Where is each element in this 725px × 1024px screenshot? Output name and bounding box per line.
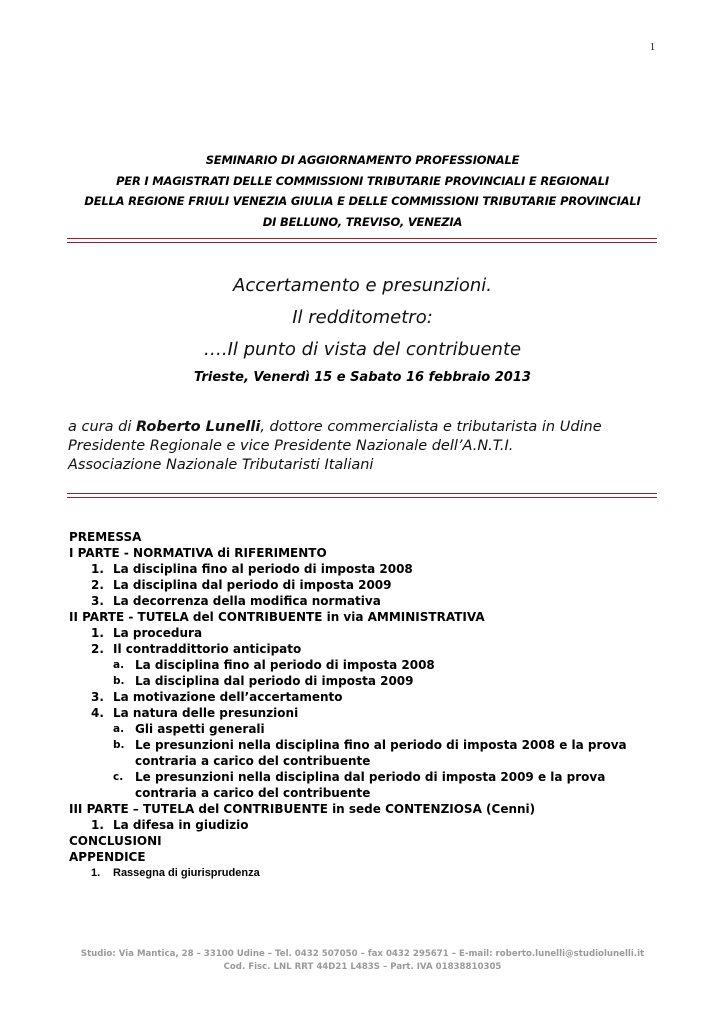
title-line-1: Accertamento e presunzioni. — [233, 275, 492, 296]
author-line-3: Associazione Nazionale Tributaristi Italiani — [68, 457, 374, 473]
toc-appendice: APPENDICE — [69, 850, 146, 864]
footer-fiscal: Cod. Fisc. LNL RRT 44D21 L483S – Part. IVA 01838810305 — [223, 962, 502, 972]
toc-item: 2. La disciplina dal periodo di imposta 2009 — [91, 578, 392, 592]
toc-premessa: PREMESSA — [69, 530, 142, 544]
divider-bottom — [67, 493, 657, 498]
toc-item: 1. Rassegna di giurisprudenza — [91, 867, 260, 879]
page-footer — [0, 948, 725, 974]
seminar-heading — [0, 150, 725, 232]
toc-item: 1. La difesa in giudizio — [91, 818, 249, 832]
author-suffix: , dottore commercialista e tributarista in Udine — [260, 419, 602, 435]
toc-subitem: b. Le presunzioni nella disciplina fino al periodo di imposta 2008 e la prova contraria a carico del contribuente — [113, 738, 627, 768]
author-prefix: a cura di — [68, 419, 136, 435]
toc-subitem: a. La disciplina fino al periodo di imposta 2008 — [113, 658, 435, 672]
toc-item: 1. La disciplina fino al periodo di imposta 2008 — [91, 562, 413, 576]
table-of-contents — [69, 529, 659, 881]
toc-subitem: b. La disciplina dal periodo di imposta 2009 — [113, 674, 414, 688]
author-line-2: Presidente Regionale e vice Presidente Nazionale dell’A.N.T.I. — [68, 438, 514, 454]
seminar-line: DI BELLUNO, TREVISO, VENEZIA — [262, 214, 463, 229]
page-number: 1 — [650, 42, 655, 53]
toc-item: 3. La motivazione dell’accertamento — [91, 690, 343, 704]
toc-subitem: c. Le presunzioni nella disciplina dal periodo di imposta 2009 e la prova contraria a carico del contribuente — [113, 770, 606, 800]
seminar-line: PER I MAGISTRATI DELLE COMMISSIONI TRIBUTARIE PROVINCIALI E REGIONALI — [116, 173, 609, 188]
toc-item: 4. La natura delle presunzioni — [91, 706, 299, 720]
toc-item: 2. Il contraddittorio anticipato — [91, 642, 302, 656]
author-line-1 — [68, 418, 602, 437]
toc-item: 3. La decorrenza della modifica normativa — [91, 594, 381, 608]
title-line-3: ….Il punto di vista del contribuente — [203, 339, 522, 360]
toc-item: 1. La procedura — [91, 626, 203, 640]
seminar-line: SEMINARIO DI AGGIORNAMENTO PROFESSIONALE — [205, 153, 520, 167]
toc-part-1: I PARTE - NORMATIVA di RIFERIMENTO — [69, 546, 327, 560]
event-date: Trieste, Venerdì 15 e Sabato 16 febbraio 2013 — [194, 370, 531, 385]
author-name: Roberto Lunelli — [135, 419, 261, 435]
divider-top — [67, 238, 657, 243]
title-line-2: Il redditometro: — [292, 307, 433, 328]
footer-contact: Studio: Via Mantica, 28 – 33100 Udine – Tel. 0432 507050 – fax 0432 295671 – E-mail: roberto.lunelli@studiolunelli.it — [80, 949, 645, 959]
toc-part-3: III PARTE – TUTELA del CONTRIBUENTE in sede CONTENZIOSA (Cenni) — [69, 802, 536, 816]
author-block — [68, 418, 602, 475]
seminar-line: DELLA REGIONE FRIULI VENEZIA GIULIA E DELLE COMMISSIONI TRIBUTARIE PROVINCIALI — [84, 194, 641, 208]
toc-conclusioni: CONCLUSIONI — [69, 834, 162, 848]
toc-part-2: II PARTE - TUTELA del CONTRIBUENTE in via AMMINISTRATIVA — [69, 610, 485, 624]
toc-subitem: a. Gli aspetti generali — [113, 722, 265, 736]
document-title — [0, 270, 725, 385]
